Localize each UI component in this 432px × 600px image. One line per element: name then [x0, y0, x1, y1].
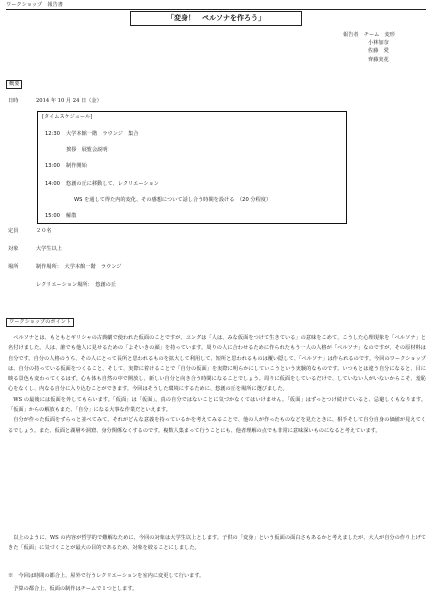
- points-paragraph: ペルソナとは、もともとギリシャの古典劇で使われた仮面のことですが、ユングは「人は、みな仮面をつけて生きている」の意味をこめて、こうした心理現象を「ペルソナ」と名付けました。人は、誰でも他人に見せるための「よそいきの顔」を持っています。周りの人に合わせるために作られたもう一人の人格が「ペルソナ」なのですが、その原材料は自分です。自分の人格のうち、その人にとって長所と思われるものを拡大して利用して、短所と思われるものは覆い隠して、「ペルソナ」は作られるのです。今回のワークショップは、自分の持っている仮面をつくること、そして、実際に着けることで「自分の仮面」を実際に明らかにしていこうという実験的なものです。いつもとは違う自分になると、目に映る景色も変わってくるはず。心も体も自然の中で開放し、新しい自分と向き合う時間になることでしょう。周りに仮面をしているだけで、していない人がいないからこそ、羞恥心をなくし、内なる自分に入り込むことができます。今回はそうした環境にするために、悠創の丘を場所に選びました。: [8, 335, 426, 393]
- place-line: 制作場所： 大学本館一階 ラウンジ: [36, 264, 122, 270]
- date-value: 2014 年 10 月 24 日（金）: [36, 98, 102, 104]
- points-paragraph: WS の最後には仮面を外してもらいます。「仮面」は「仮面」。真の自分ではないことに気づかなくてはいけません。「仮面」はずっとつけ続けていると、忌避しくもなります。「仮面」からの解放もまた、「自分」になる大事な作業だといえます。: [8, 396, 426, 414]
- schedule-title: [タイムスケジュール]: [42, 114, 93, 120]
- schedule-item: 悠創の丘に移動して、レクリエーション: [66, 181, 159, 187]
- target-label: 対象: [8, 246, 19, 252]
- schedule-time: 15:00: [45, 213, 60, 219]
- schedule-time: 12:30: [45, 131, 60, 137]
- points-body: [8, 333, 426, 436]
- target-value: 大学生以上: [36, 246, 62, 252]
- member-name: 佐藤 愛: [368, 48, 389, 54]
- points-heading: ワークショップのポイント: [6, 318, 74, 327]
- schedule-item: WS を通して得た内的変化、その感想について話し合う時間を設ける （20 分程度）: [74, 197, 272, 203]
- schedule-item: 制作開始: [66, 163, 87, 169]
- schedule-item: 挨拶 展覧会説明: [66, 147, 108, 153]
- date-label: 日時: [8, 98, 19, 104]
- header-divider: [6, 9, 426, 10]
- schedule-item: 大学本館一階 ラウンジ 集合: [66, 131, 139, 137]
- points-paragraph: 自分が作った仮面をずらっと並べてみて、それがどんな意義を持っているかを考えてみることで、他の人が作ったものなどを見たときに、相手そして自分自身の価値が見えてくるでしょう。また、仮面と湖層や洞窟、身分関係なくするのです。複数人集まって行うことにも、他者理解の点でも非常に意味深いものになると考えています。: [8, 417, 426, 434]
- closing-paragraph: 以上のように、WS の内容が哲学的で難解なために、今回の対象は大学生以上とします。子供の「変身」という仮面の面白さもあるかと考えましたが、大人が自分の作り上げてきた「仮面」に気づくことが最大の目的であるため、対象を絞ることにしました。: [8, 535, 426, 552]
- place-label: 場所: [8, 264, 19, 270]
- member-name: 齊藤実花: [368, 57, 389, 63]
- document-title: 「変身！ ペルソナを作ろう」: [130, 11, 302, 26]
- note-line: 予算の都合上、仮面の制作はチームで１つとします。: [8, 586, 138, 592]
- capacity-label: 定員: [8, 228, 19, 234]
- place-line: レクリエーション場所： 悠創の丘: [36, 282, 116, 288]
- schedule-time: 13:00: [45, 163, 60, 169]
- capacity-value: ２０名: [36, 228, 52, 234]
- schedule-item: 解散: [66, 213, 77, 219]
- overview-heading: 概要: [6, 80, 22, 89]
- reporter-label: 報告者 チーム 変形: [343, 32, 395, 38]
- note-line: ※ 今回は時間の都合上、屋外で行うレクリエーションを室内に変更して行います。: [8, 573, 205, 579]
- member-name: 小林加奈: [368, 40, 389, 46]
- schedule-time: 14:00: [45, 181, 60, 187]
- document-header-label: ワークショップ 報告書: [6, 2, 63, 8]
